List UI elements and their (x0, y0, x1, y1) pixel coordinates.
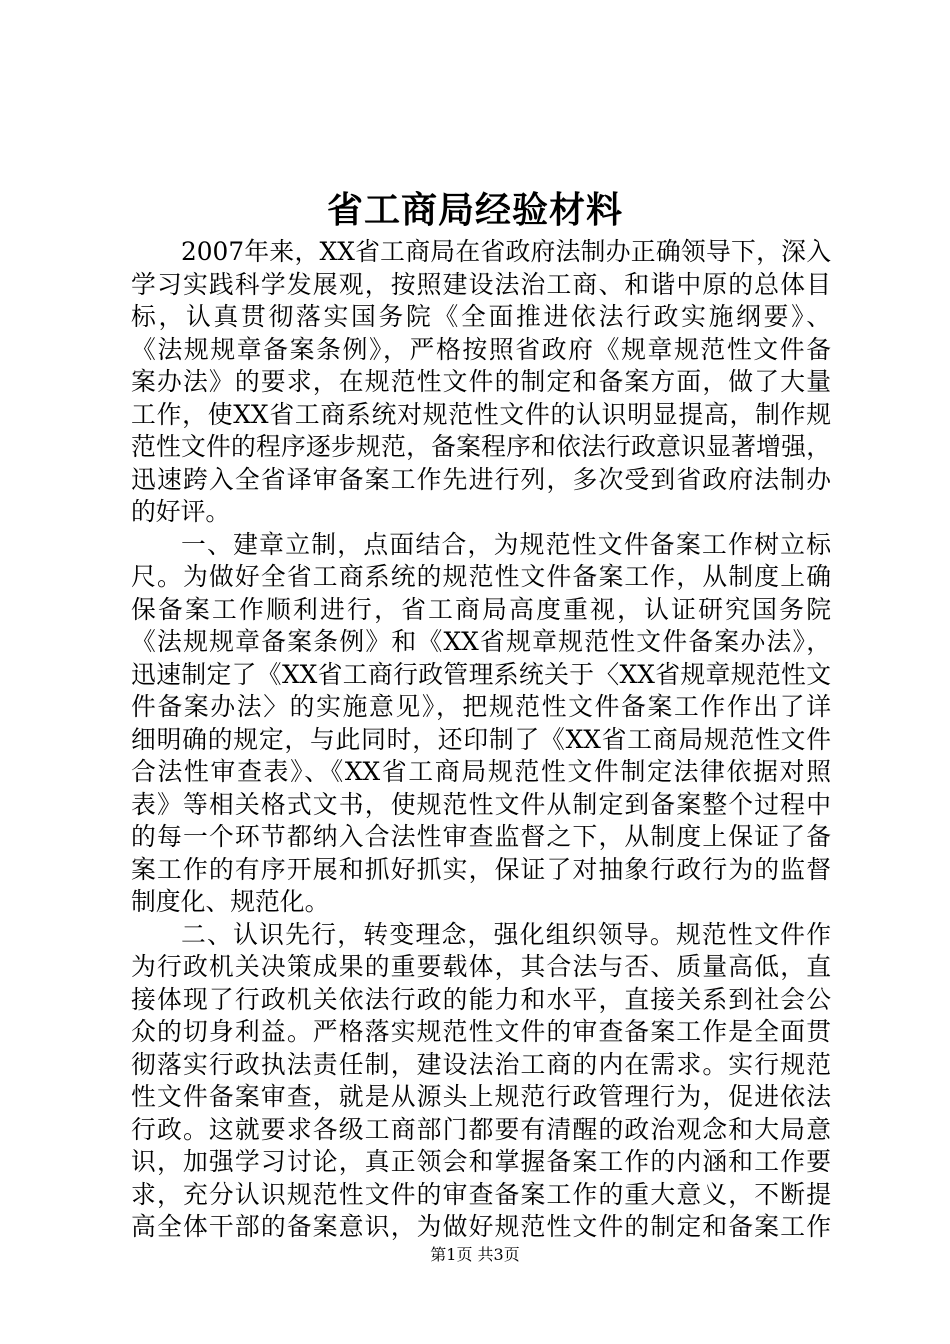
paragraph-line: 件备案办法〉的实施意见》，把规范性文件备案工作作出了详 (131, 692, 831, 721)
page-title: 省工商局经验材料 (326, 189, 623, 231)
paragraph (131, 236, 831, 529)
paragraph-line: 的好评。 (131, 497, 231, 526)
paragraph-line: 合法性审查表》、《XX省工商局规范性文件制定法律依据对照 (131, 757, 831, 786)
paragraph-line: 识，加强学习讨论，真正领会和掌握备案工作的内涵和工作要 (131, 1147, 831, 1176)
paragraph-line: 细明确的规定，与此同时，还印制了《XX省工商局规范性文件 (131, 724, 831, 754)
paragraph-line: 制度化、规范化。 (131, 887, 330, 916)
document-body (131, 236, 831, 1244)
paragraph-line: 2007年来，XX省工商局在省政府法制办正确领导下，深入 (181, 237, 831, 266)
paragraph-line: 二、认识先行，转变理念，强化组织领导。规范性文件作 (181, 919, 831, 949)
paragraph-line: 彻落实行政执法责任制，建设法治工商的内在需求。实行规范 (131, 1049, 831, 1079)
paragraph-line: 学习实践科学发展观，按照建设法治工商、和谐中原的总体目 (131, 269, 831, 299)
page-footer: 第1页 共3页 (430, 1245, 520, 1264)
paragraph-line: 求，充分认识规范性文件的审查备案工作的重大意义，不断提 (131, 1179, 831, 1209)
paragraph-line: 尺。为做好全省工商系统的规范性文件备案工作，从制度上确 (131, 562, 831, 591)
paragraph-line: 《法规规章备案条例》和《XX省规章规范性文件备案办法》， (131, 627, 831, 656)
paragraph-line: 案办法》的要求，在规范性文件的制定和备案方面，做了大量 (131, 367, 831, 396)
paragraph-line: 标，认真贯彻落实国务院《全面推进依法行政实施纲要》、 (131, 302, 831, 331)
paragraph-line: 《法规规章备案条例》，严格按照省政府《规章规范性文件备 (131, 334, 831, 364)
paragraph-line: 高全体干部的备案意识，为做好规范性文件的制定和备案工作 (131, 1212, 831, 1241)
paragraph-line: 迅速跨入全省译审备案工作先进行列，多次受到省政府法制办 (131, 464, 831, 494)
paragraph-line: 表》等相关格式文书，使规范性文件从制定到备案整个过程中 (131, 789, 831, 819)
paragraph (131, 529, 831, 919)
paragraph-line: 一、建章立制，点面结合，为规范性文件备案工作树立标 (181, 529, 831, 559)
paragraph (131, 919, 831, 1244)
paragraph-line: 工作，使XX省工商系统对规范性文件的认识明显提高，制作规 (131, 399, 831, 429)
paragraph-line: 范性文件的程序逐步规范，备案程序和依法行政意识显著增强， (131, 432, 831, 461)
paragraph-line: 性文件备案审查，就是从源头上规范行政管理行为，促进依法 (131, 1082, 831, 1111)
paragraph-line: 案工作的有序开展和抓好抓实，保证了对抽象行政行为的监督 (131, 854, 831, 884)
paragraph-line: 为行政机关决策成果的重要载体，其合法与否、质量高低，直 (131, 952, 831, 981)
paragraph-line: 保备案工作顺利进行，省工商局高度重视，认证研究国务院 (131, 594, 831, 624)
paragraph-line: 接体现了行政机关依法行政的能力和水平，直接关系到社会公 (131, 984, 831, 1014)
paragraph-line: 迅速制定了《XX省工商行政管理系统关于〈XX省规章规范性文 (131, 659, 831, 689)
paragraph-line: 众的切身利益。严格落实规范性文件的审查备案工作是全面贯 (131, 1017, 831, 1046)
paragraph-line: 行政。这就要求各级工商部门都要有清醒的政治观念和大局意 (131, 1114, 831, 1144)
paragraph-line: 的每一个环节都纳入合法性审查监督之下，从制度上保证了备 (131, 822, 831, 851)
